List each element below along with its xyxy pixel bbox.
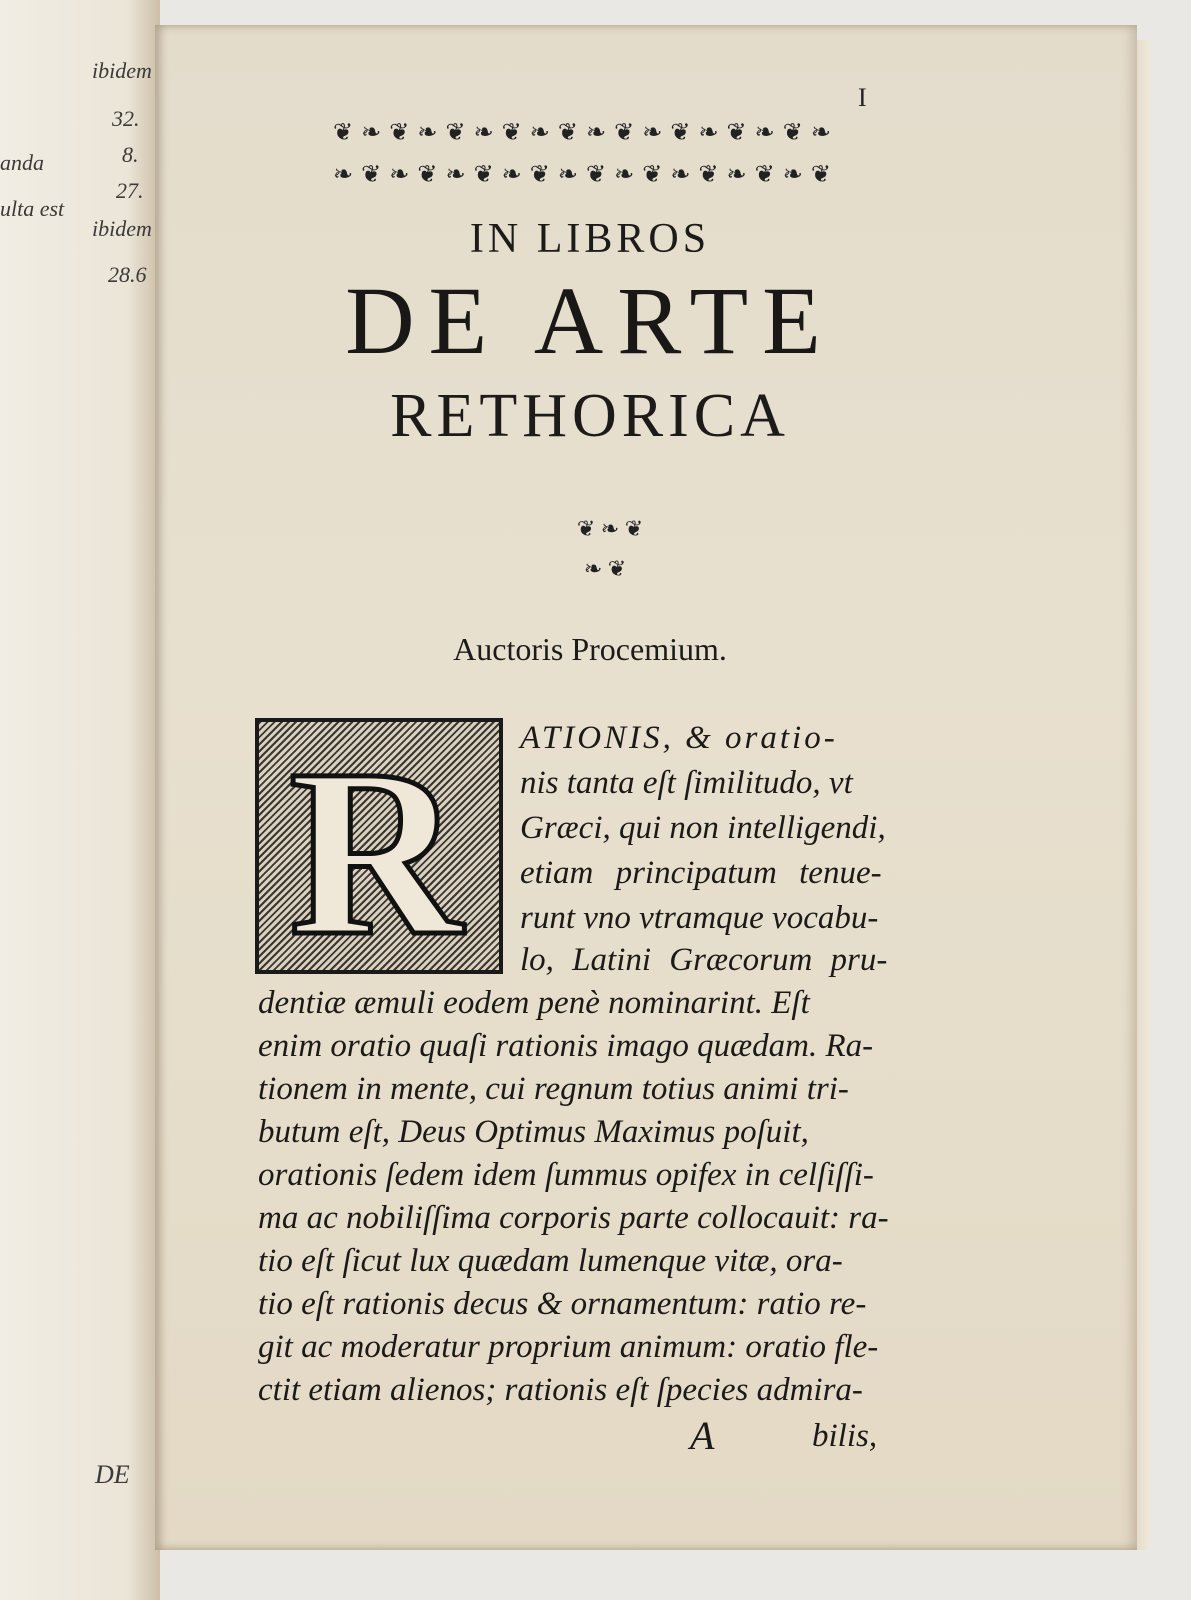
margin-note: 32. [112,106,140,131]
text-line: ctit etiam alienos; rationis eſt ſpecies admira- [258,1372,863,1408]
ornament-band-top: ❦ ❧ ❦ ❧ ❦ ❧ ❦ ❧ ❦ ❧ ❦ ❧ ❦ ❧ ❦ ❧ ❦ ❧ [333,120,832,146]
margin-word: anda [0,150,44,175]
woodcut-initial [255,718,503,974]
title-line-1: IN LIBROS [469,216,711,262]
text-line: orationis ſedem idem ſummus opifex in celſiſſi- [258,1157,874,1193]
margin-note: 8. [122,142,139,167]
margin-word: ulta est [0,196,65,221]
section-heading: Auctoris Procemium. [453,631,727,667]
ornament-band-bottom: ❧ ❦ ❧ ❦ ❧ ❦ ❧ ❦ ❧ ❦ ❧ ❦ ❧ ❦ ❧ ❦ ❧ ❦ [333,162,832,188]
text-line: tio eſt rationis decus & ornamentum: ratio re- [258,1286,867,1322]
page-number: I [858,83,867,112]
signature-mark: A [690,1413,715,1458]
drop-cap-letter: R [289,719,463,974]
text-line: enim oratio quaſi rationis imago quædam. Ra- [258,1028,874,1064]
text-line: tio eſt ſicut lux quædam lumenque vitæ, ora- [258,1243,843,1279]
title-line-2: DE ARTE [345,267,835,374]
catchword: bilis, [812,1418,878,1454]
ornament-small-bottom: ❧ ❦ [583,556,627,581]
text-line: runt vno vtramque vocabu- [520,900,879,936]
catchword-left: DE [95,1460,130,1489]
text-line: lo, Latini Græcorum pru- [520,942,888,978]
margin-note: 27. [116,178,144,203]
margin-note: 28.6 [108,262,147,287]
text-line: git ac moderatur proprium animum: oratio fle- [258,1329,879,1365]
margin-note: ibidem [92,58,152,83]
text-line: Græci, qui non intelligendi, [520,810,886,846]
title-line-3: RETHORICA [390,382,790,450]
text-line: ma ac nobiliſſima corporis parte collocauit: ra- [258,1200,889,1236]
text-line: ATIONIS, & oratio- [520,720,838,756]
margin-note: ibidem [92,216,152,241]
ornament-small-top: ❦ ❧ ❦ [576,516,644,541]
text-line: nis tanta eſt ſimilitudo, vt [520,765,853,801]
text-line: etiam principatum tenue- [520,855,882,891]
text-line: dentiæ æmuli eodem penè nominarint. Eſt [258,985,810,1021]
text-line: butum eſt, Deus Optimus Maximus poſuit, [258,1114,809,1150]
text-line: tionem in mente, cui regnum totius animi tri- [258,1071,849,1107]
